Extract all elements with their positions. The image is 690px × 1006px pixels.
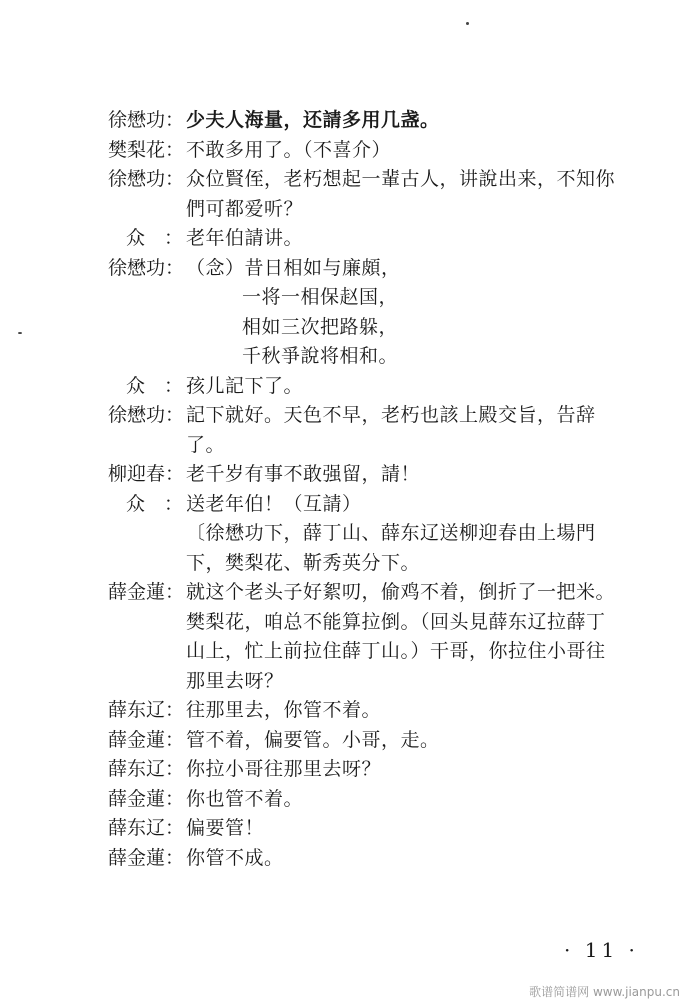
speech-text: 下，樊梨花、靳秀英分下。 xyxy=(186,551,421,574)
dialogue-line xyxy=(108,136,668,166)
speaker-name: 薛金蓮： xyxy=(108,846,185,869)
verse-line: 千秋爭說将相和。 xyxy=(242,345,399,367)
dialogue-line xyxy=(108,342,668,372)
verse-line: 一将一相保赵国， xyxy=(242,286,399,308)
speech-text: 那里去呀？ xyxy=(186,669,284,692)
speech-text: 了。 xyxy=(186,433,226,456)
speaker-name: 薛金蓮： xyxy=(108,787,185,810)
speech-text: 們可都爱听？ xyxy=(186,197,304,220)
dialogue-line xyxy=(108,254,668,284)
speaker-name: 柳迎春： xyxy=(108,463,185,485)
speech-text: 偏要管！ xyxy=(186,817,265,839)
dialogue-line xyxy=(108,844,668,874)
ink-speck xyxy=(466,22,469,25)
dialogue-block xyxy=(108,106,668,873)
dialogue-line xyxy=(108,372,668,402)
speech-text: 就这个老头子好絮叨，偷鸡不着，倒折了一把米。 xyxy=(186,581,616,603)
site-watermark: 歌谱简谱网 www.jianpu.cn xyxy=(529,985,680,999)
dialogue-line xyxy=(108,726,668,756)
speech-text: （念）昔日相如与廉頗， xyxy=(186,256,401,279)
dialogue-line xyxy=(108,195,668,225)
speaker-name: 徐懋功： xyxy=(108,256,185,279)
dialogue-line xyxy=(108,608,668,638)
dialogue-line xyxy=(108,785,668,815)
speaker-name: 众 ： xyxy=(126,227,184,249)
dialogue-line xyxy=(108,755,668,785)
dialogue-line xyxy=(108,313,668,343)
dialogue-line xyxy=(108,401,668,431)
verse-line: 相如三次把路躲， xyxy=(242,315,399,338)
speech-text: 管不着，偏要管。小哥，走。 xyxy=(186,728,440,751)
speech-text: 老千岁有事不敢强留，請！ xyxy=(186,463,421,485)
speaker-name: 徐懋功： xyxy=(108,404,185,426)
speaker-name: 众 ： xyxy=(126,374,184,397)
dialogue-line xyxy=(108,490,668,520)
dialogue-line xyxy=(108,549,668,579)
dialogue-line xyxy=(108,431,668,461)
dialogue-line xyxy=(108,283,668,313)
speech-text: 送老年伯！（互請） xyxy=(186,492,362,515)
dialogue-line xyxy=(108,667,668,697)
speech-text: 山上，忙上前拉住薛丁山。）干哥，你拉住小哥往 xyxy=(186,640,606,662)
speech-text: 樊梨花，咱总不能算拉倒。（回头見薛东辽拉薛丁 xyxy=(186,610,606,633)
dialogue-line xyxy=(108,578,668,608)
speech-text: 老年伯請讲。 xyxy=(186,227,304,249)
dialogue-line xyxy=(108,224,668,254)
speaker-name: 薛金蓮： xyxy=(108,728,185,751)
speech-text: 〔徐懋功下，薛丁山、薛东辽送柳迎春由上場門 xyxy=(186,522,596,544)
speaker-name: 樊梨花： xyxy=(108,138,185,161)
dialogue-line xyxy=(108,519,668,549)
speech-text: 你拉小哥往那里去呀？ xyxy=(186,758,382,780)
speech-text: 你管不成。 xyxy=(186,846,284,869)
speaker-name: 薛东辽： xyxy=(108,758,185,780)
speech-text: 少夫人海量，还請多用几盏。 xyxy=(186,109,440,131)
speaker-name: 薛东辽： xyxy=(108,817,185,839)
dialogue-line xyxy=(108,460,668,490)
page-number: · 11 · xyxy=(564,938,639,962)
dialogue-line xyxy=(108,106,668,136)
dialogue-line xyxy=(108,165,668,195)
speech-text: 記下就好。天色不早，老朽也該上殿交旨，告辞 xyxy=(186,404,596,426)
speaker-name: 薛金蓮： xyxy=(108,581,185,603)
dialogue-line xyxy=(108,696,668,726)
speaker-name: 薛东辽： xyxy=(108,699,185,721)
speech-text: 众位賢侄，老朽想起一輩古人，讲說出来，不知你 xyxy=(186,168,616,190)
speech-text: 往那里去，你管不着。 xyxy=(186,699,382,721)
speech-text: 你也管不着。 xyxy=(186,787,304,810)
speaker-name: 徐懋功： xyxy=(108,109,185,131)
speech-text: 不敢多用了。（不喜介） xyxy=(186,138,392,161)
dialogue-line xyxy=(108,814,668,844)
speaker-name: 徐懋功： xyxy=(108,168,185,190)
speech-text: 孩儿記下了。 xyxy=(186,374,304,397)
ink-speck xyxy=(18,332,22,334)
speaker-name: 众 ： xyxy=(126,492,184,515)
dialogue-line xyxy=(108,637,668,667)
